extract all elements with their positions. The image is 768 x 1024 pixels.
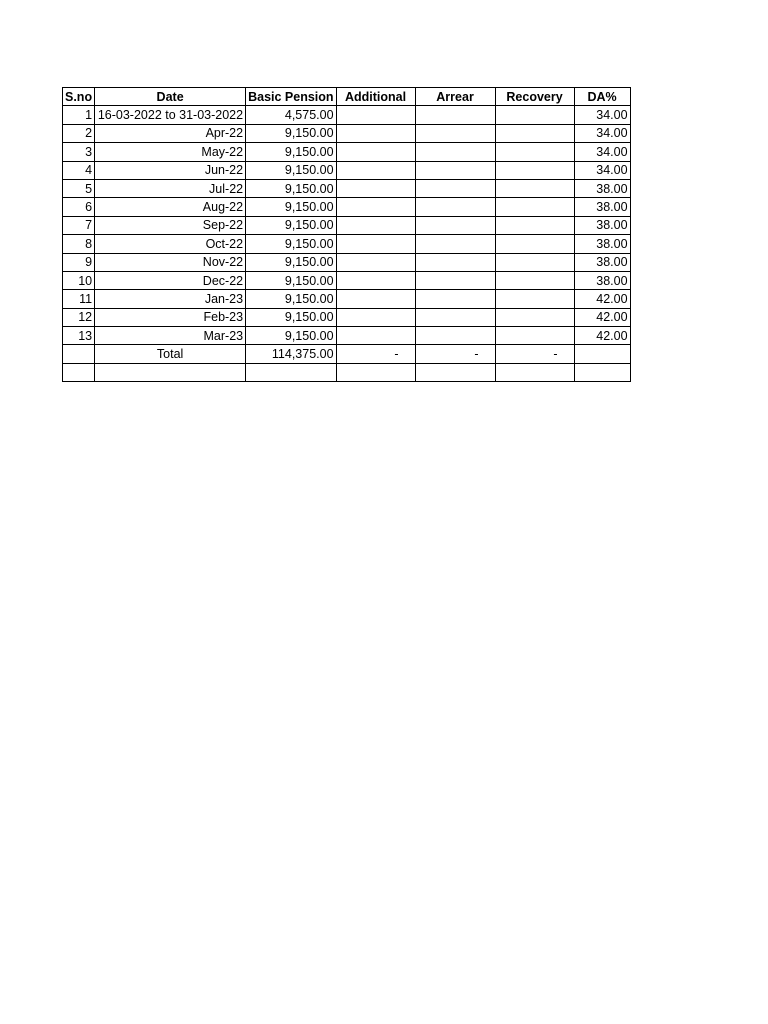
cell-basic-pension: 9,150.00 [246, 235, 336, 253]
cell-date: Jul-22 [95, 179, 246, 197]
cell-arrear [415, 327, 495, 345]
cell-sno: 10 [63, 271, 95, 289]
total-sno-cell [63, 345, 95, 363]
cell-recovery [495, 179, 574, 197]
empty-cell [574, 363, 630, 381]
table-row [63, 124, 631, 142]
cell-sno: 7 [63, 216, 95, 234]
cell-date: Feb-23 [95, 308, 246, 326]
table-row [63, 327, 631, 345]
cell-additional [336, 198, 415, 216]
total-da [574, 345, 630, 363]
cell-arrear [415, 106, 495, 124]
cell-sno: 3 [63, 143, 95, 161]
cell-date: May-22 [95, 143, 246, 161]
table-row [63, 308, 631, 326]
cell-date: Apr-22 [95, 124, 246, 142]
cell-sno: 4 [63, 161, 95, 179]
cell-recovery [495, 327, 574, 345]
header-arrear: Arrear [415, 88, 495, 106]
cell-recovery [495, 124, 574, 142]
header-additional: Additional [336, 88, 415, 106]
total-row [63, 345, 631, 363]
cell-basic-pension: 9,150.00 [246, 124, 336, 142]
cell-basic-pension: 9,150.00 [246, 253, 336, 271]
cell-da-percent: 34.00 [574, 124, 630, 142]
cell-additional [336, 106, 415, 124]
table-row [63, 198, 631, 216]
cell-arrear [415, 235, 495, 253]
header-da-percent: DA% [574, 88, 630, 106]
cell-recovery [495, 198, 574, 216]
cell-recovery [495, 235, 574, 253]
total-arrear: - [415, 345, 495, 363]
cell-arrear [415, 290, 495, 308]
cell-arrear [415, 179, 495, 197]
empty-cell [246, 363, 336, 381]
cell-basic-pension: 9,150.00 [246, 327, 336, 345]
cell-additional [336, 216, 415, 234]
total-additional: - [336, 345, 415, 363]
cell-additional [336, 308, 415, 326]
empty-row [63, 363, 631, 381]
cell-basic-pension: 9,150.00 [246, 198, 336, 216]
cell-additional [336, 290, 415, 308]
cell-da-percent: 38.00 [574, 235, 630, 253]
cell-recovery [495, 161, 574, 179]
cell-da-percent: 34.00 [574, 143, 630, 161]
total-label: Total [95, 345, 246, 363]
cell-da-percent: 38.00 [574, 253, 630, 271]
cell-date: Aug-22 [95, 198, 246, 216]
empty-cell [63, 363, 95, 381]
table-body [63, 106, 631, 345]
cell-da-percent: 38.00 [574, 271, 630, 289]
cell-sno: 5 [63, 179, 95, 197]
cell-arrear [415, 271, 495, 289]
cell-sno: 9 [63, 253, 95, 271]
header-date: Date [95, 88, 246, 106]
cell-date: Oct-22 [95, 235, 246, 253]
cell-recovery [495, 216, 574, 234]
total-recovery: - [495, 345, 574, 363]
cell-basic-pension: 9,150.00 [246, 143, 336, 161]
cell-basic-pension: 9,150.00 [246, 290, 336, 308]
cell-basic-pension: 9,150.00 [246, 216, 336, 234]
cell-arrear [415, 143, 495, 161]
cell-additional [336, 143, 415, 161]
cell-sno: 1 [63, 106, 95, 124]
cell-recovery [495, 271, 574, 289]
cell-date: 16-03-2022 to 31-03-2022 [95, 106, 246, 124]
empty-cell [336, 363, 415, 381]
cell-arrear [415, 308, 495, 326]
cell-date: Jun-22 [95, 161, 246, 179]
cell-recovery [495, 106, 574, 124]
empty-cell [495, 363, 574, 381]
cell-additional [336, 271, 415, 289]
cell-recovery [495, 290, 574, 308]
cell-additional [336, 253, 415, 271]
cell-date: Dec-22 [95, 271, 246, 289]
cell-basic-pension: 9,150.00 [246, 271, 336, 289]
cell-sno: 8 [63, 235, 95, 253]
cell-basic-pension: 4,575.00 [246, 106, 336, 124]
cell-date: Mar-23 [95, 327, 246, 345]
cell-sno: 6 [63, 198, 95, 216]
header-recovery: Recovery [495, 88, 574, 106]
table-row [63, 271, 631, 289]
cell-recovery [495, 308, 574, 326]
cell-da-percent: 42.00 [574, 327, 630, 345]
table-row [63, 253, 631, 271]
cell-additional [336, 161, 415, 179]
cell-sno: 12 [63, 308, 95, 326]
cell-sno: 2 [63, 124, 95, 142]
cell-sno: 11 [63, 290, 95, 308]
header-basic-pension: Basic Pension [246, 88, 336, 106]
table-row [63, 161, 631, 179]
cell-da-percent: 38.00 [574, 216, 630, 234]
cell-arrear [415, 161, 495, 179]
cell-basic-pension: 9,150.00 [246, 179, 336, 197]
cell-additional [336, 124, 415, 142]
cell-da-percent: 38.00 [574, 198, 630, 216]
cell-recovery [495, 253, 574, 271]
header-sno: S.no [63, 88, 95, 106]
table-row [63, 235, 631, 253]
header-row [63, 88, 631, 106]
cell-basic-pension: 9,150.00 [246, 161, 336, 179]
cell-arrear [415, 198, 495, 216]
empty-cell [415, 363, 495, 381]
cell-da-percent: 34.00 [574, 161, 630, 179]
cell-arrear [415, 124, 495, 142]
cell-da-percent: 34.00 [574, 106, 630, 124]
total-basic-pension: 114,375.00 [246, 345, 336, 363]
cell-date: Sep-22 [95, 216, 246, 234]
pension-table [62, 87, 631, 382]
table-row [63, 216, 631, 234]
cell-additional [336, 179, 415, 197]
empty-cell [95, 363, 246, 381]
cell-additional [336, 235, 415, 253]
cell-da-percent: 38.00 [574, 179, 630, 197]
cell-additional [336, 327, 415, 345]
table-row [63, 143, 631, 161]
cell-recovery [495, 143, 574, 161]
cell-da-percent: 42.00 [574, 308, 630, 326]
cell-arrear [415, 216, 495, 234]
cell-arrear [415, 253, 495, 271]
table-row [63, 290, 631, 308]
cell-date: Nov-22 [95, 253, 246, 271]
cell-da-percent: 42.00 [574, 290, 630, 308]
cell-date: Jan-23 [95, 290, 246, 308]
table-row [63, 179, 631, 197]
table-row [63, 106, 631, 124]
cell-basic-pension: 9,150.00 [246, 308, 336, 326]
cell-sno: 13 [63, 327, 95, 345]
